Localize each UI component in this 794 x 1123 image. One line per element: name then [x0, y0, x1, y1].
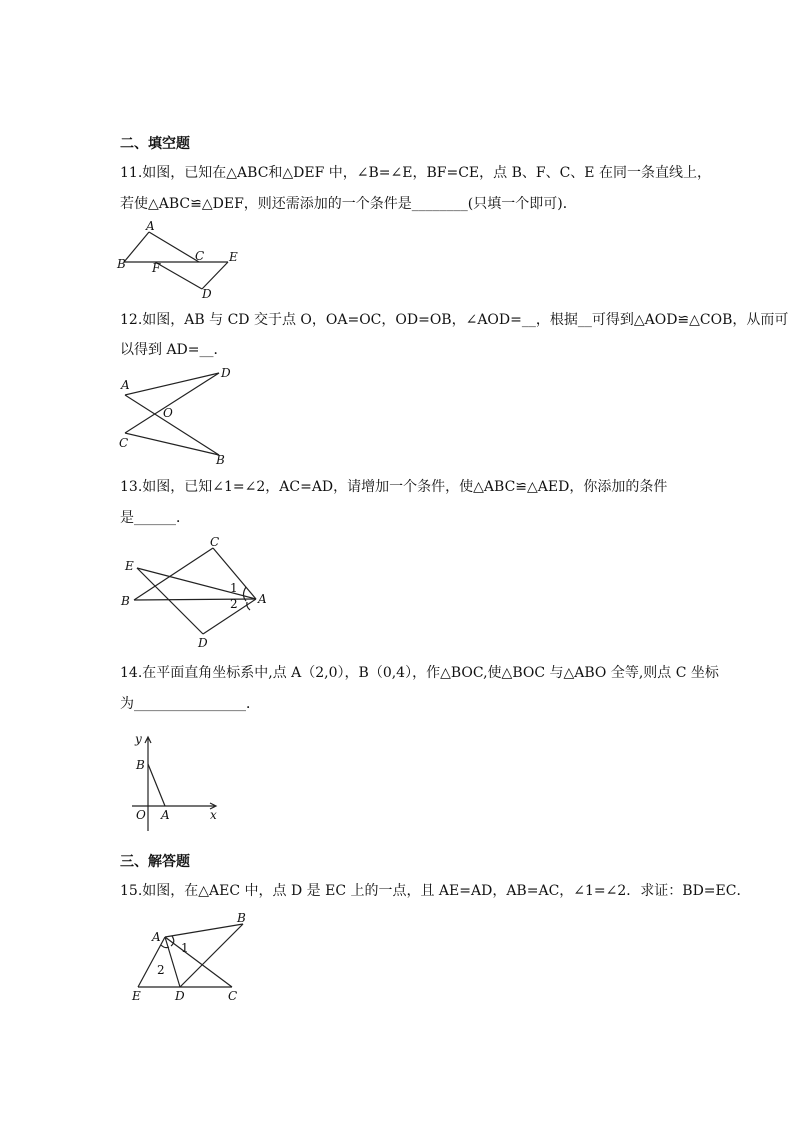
q14-label-x: x: [210, 808, 217, 822]
q15-label-c: C: [228, 989, 238, 1003]
q11-segment-ed: [202, 262, 228, 289]
q13-label-angle-1: 1: [230, 581, 238, 595]
q12-segment-cb: [125, 433, 219, 455]
q14-label-o: O: [136, 808, 146, 822]
q15-figure: [128, 908, 258, 1003]
q11-label-f: F: [152, 261, 161, 275]
q14-segment-ba: [148, 764, 165, 806]
q11-label-b: B: [117, 257, 126, 271]
q15-label-a: A: [152, 930, 161, 944]
q15-angle-arc-1: [171, 936, 174, 946]
q11-segment-ba: [124, 232, 149, 262]
q14-label-y: y: [135, 732, 142, 746]
q13-segment-ea: [137, 568, 256, 599]
q11-text-line2: 若使△ABC≌△DEF，则还需添加的一个条件是________(只填一个即可)．: [120, 196, 577, 212]
q15-label-angle-2: 2: [157, 963, 165, 977]
q15-label-d: D: [175, 989, 185, 1003]
q13-segment-bc: [134, 548, 213, 600]
q12-label-c: C: [119, 436, 129, 450]
q11-figure: [115, 218, 245, 300]
q12-segment-ab: [125, 395, 219, 455]
q11-segment-df: [155, 262, 202, 289]
q11-segment-ac: [149, 232, 199, 262]
q12-label-b: B: [216, 453, 225, 467]
q13-text-line2: 是______．: [120, 510, 190, 526]
q12-label-d: D: [221, 366, 231, 380]
q15-segment-ae: [138, 937, 165, 987]
q11-label-d: D: [202, 287, 212, 301]
q15-label-b: B: [237, 911, 246, 925]
section-title-answer: 三、解答题: [120, 854, 190, 870]
q14-label-b: B: [136, 758, 145, 772]
q13-label-b: B: [121, 594, 130, 608]
q13-segment-ed: [137, 568, 203, 634]
q15-label-angle-1: 1: [181, 941, 189, 955]
q13-label-d: D: [198, 636, 208, 650]
q15-text-line1: 15.如图，在△AEC 中，点 D 是 EC 上的一点，且 AE=AD，AB=AC，∠1=∠2．求证：BD=EC．: [120, 883, 751, 899]
q15-label-e: E: [132, 989, 141, 1003]
q11-text-line1: 11.如图，已知在△ABC和△DEF 中，∠B=∠E，BF=CE，点 B、F、C、E 在同一条直线上，: [120, 165, 711, 181]
q12-text-line2: 以得到 AD=__．: [120, 342, 228, 358]
q14-text-line2: 为________________．: [120, 696, 260, 712]
q13-segment-ba: [134, 599, 256, 600]
q13-label-a: A: [258, 592, 267, 606]
q12-text-line1: 12.如图，AB 与 CD 交于点 O，OA=OC，OD=OB，∠AOD=__，根据__可得到△AOD≌△COB，从而可: [120, 312, 789, 328]
q14-figure: [125, 731, 225, 831]
q12-segment-ad: [125, 373, 219, 395]
q13-label-c: C: [210, 535, 220, 549]
q12-figure: [115, 365, 245, 465]
q13-label-angle-2: 2: [230, 597, 238, 611]
q11-label-c: C: [195, 249, 205, 263]
q11-label-e: E: [229, 250, 238, 264]
q11-label-a: A: [146, 219, 155, 233]
q13-label-e: E: [125, 559, 134, 573]
section-title-fill-blank: 二、填空题: [120, 136, 190, 152]
q13-text-line1: 13.如图，已知∠1=∠2，AC=AD，请增加一个条件，使△ABC≌△AED，你添加的条件: [120, 479, 668, 495]
q14-label-a: A: [161, 808, 170, 822]
q12-segment-dc: [125, 373, 219, 433]
q14-text-line1: 14.在平面直角坐标系中,点 A（2,0），B（0,4），作△BOC,使△BOC 与△ABO 全等,则点 C 坐标: [120, 665, 719, 681]
q13-figure: [115, 535, 275, 650]
q12-label-a: A: [121, 378, 130, 392]
q12-label-o: O: [163, 406, 173, 420]
